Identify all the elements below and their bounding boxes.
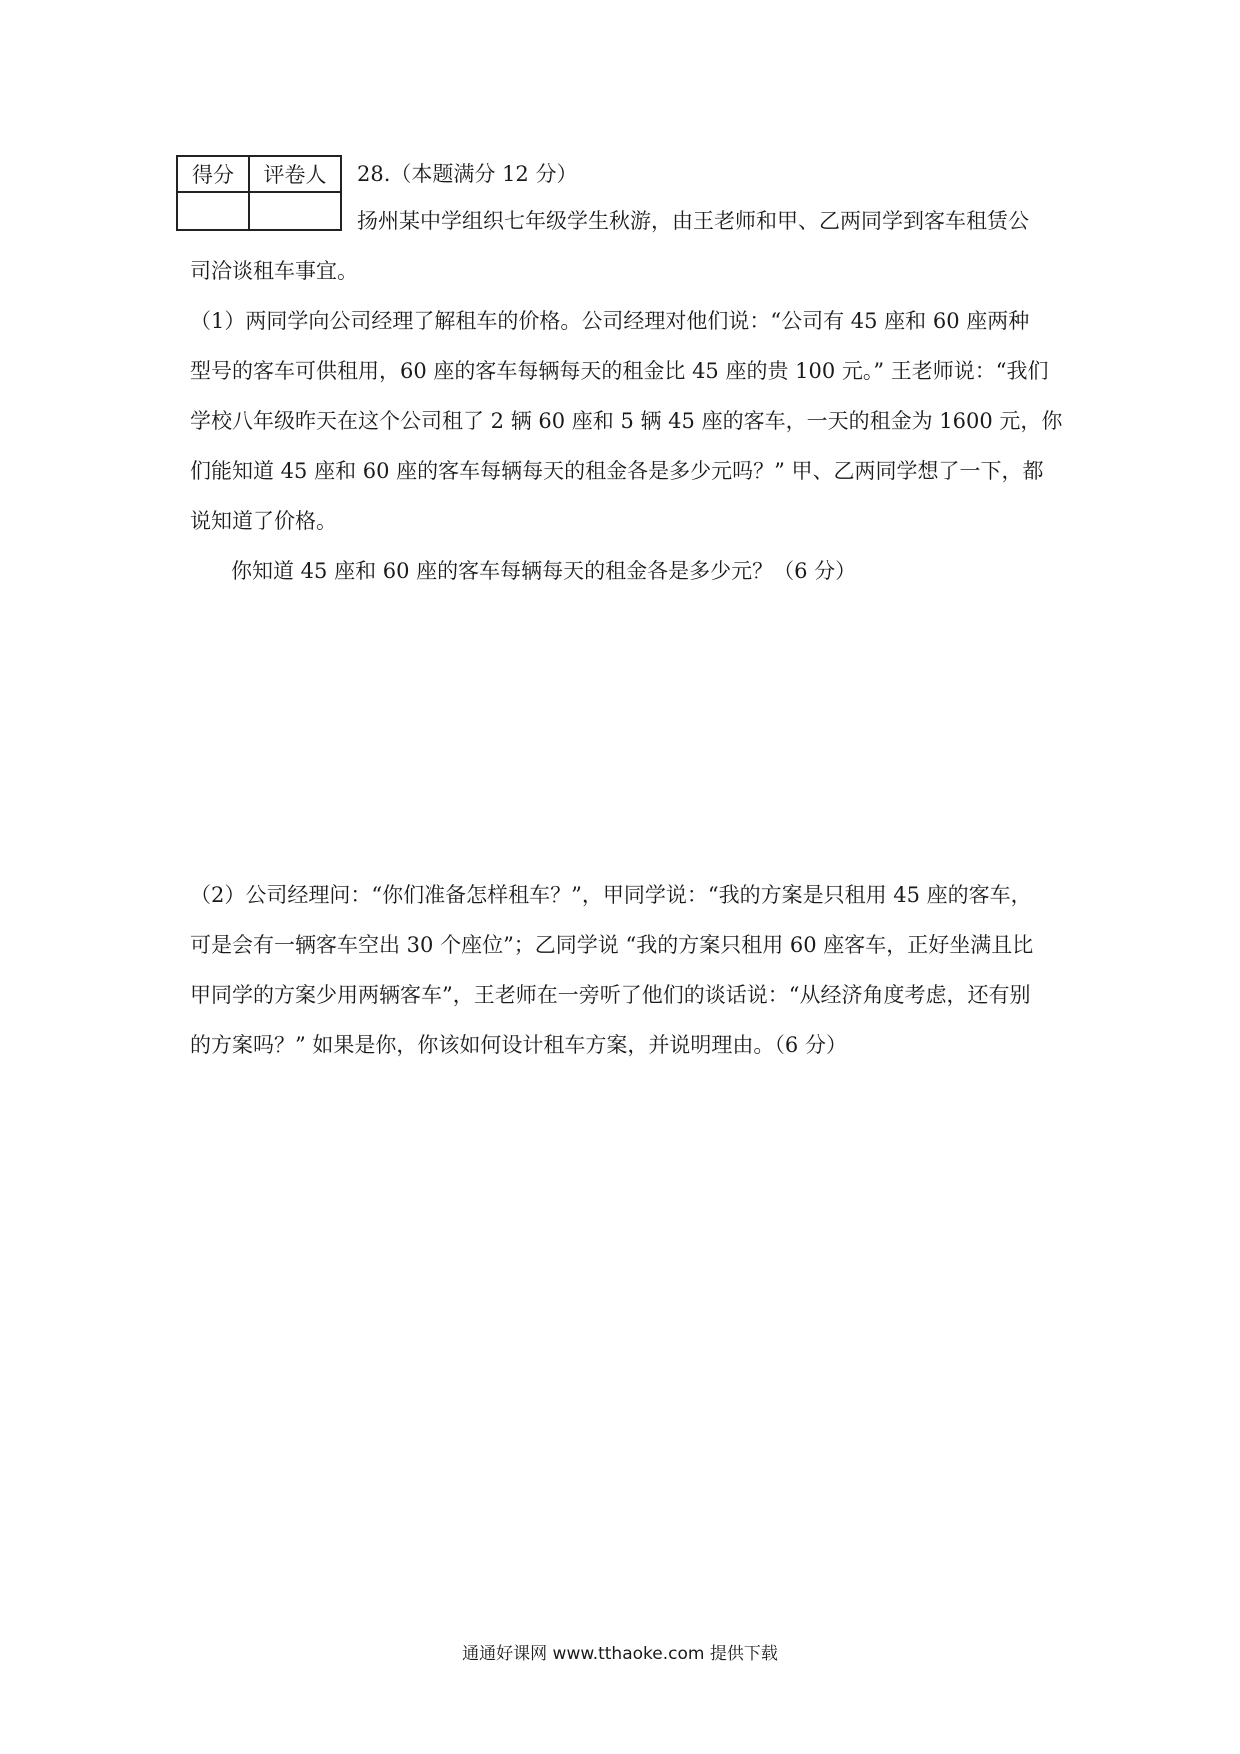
score-table-blank-row — [177, 192, 341, 230]
score-cell[interactable] — [177, 192, 249, 230]
question-title: 28.（本题满分 12 分） — [357, 162, 578, 186]
score-table — [176, 155, 342, 231]
part1-question: 你知道 45 座和 60 座的客车每辆每天的租金各是多少元？（6 分） — [231, 559, 857, 583]
part2-line: 可是会有一辆客车空出 30 个座位”；乙同学说 “我的方案只租用 60 座客车，正好坐满且比 — [190, 933, 1034, 957]
score-header: 得分 — [177, 156, 249, 192]
part1-line: 们能知道 45 座和 60 座的客车每辆每天的租金各是多少元吗？” 甲、乙两同学想了一下，都 — [190, 459, 1044, 483]
intro-line: 司洽谈租车事宜。 — [190, 259, 358, 283]
part1-line: 型号的客车可供租用，60 座的客车每辆每天的租金比 45 座的贵 100 元。” 王老师说：“我们 — [190, 359, 1049, 383]
part1-line: 学校八年级昨天在这个公司租了 2 辆 60 座和 5 辆 45 座的客车，一天的租金为 1600 元，你 — [190, 409, 1063, 433]
grader-cell[interactable] — [249, 192, 341, 230]
footer-credit: 通通好课网 www.tthaoke.com 提供下载 — [462, 1644, 778, 1664]
part2-line: 甲同学的方案少用两辆客车”，王老师在一旁听了他们的谈话说：“从经济角度考虑，还有别 — [190, 983, 1031, 1007]
intro-line: 扬州某中学组织七年级学生秋游，由王老师和甲、乙两同学到客车租赁公 — [357, 209, 1029, 233]
part1-line: （1）两同学向公司经理了解租车的价格。公司经理对他们说：“公司有 45 座和 60 座两种 — [190, 309, 1030, 333]
score-table-header-row — [177, 156, 341, 192]
part2-line: 的方案吗？” 如果是你，你该如何设计租车方案，并说明理由。（6 分） — [190, 1033, 847, 1057]
part1-line: 说知道了价格。 — [190, 509, 337, 533]
grader-header: 评卷人 — [249, 156, 341, 192]
part2-line: （2）公司经理问：“你们准备怎样租车？”，甲同学说：“我的方案是只租用 45 座的客车， — [190, 883, 1032, 907]
